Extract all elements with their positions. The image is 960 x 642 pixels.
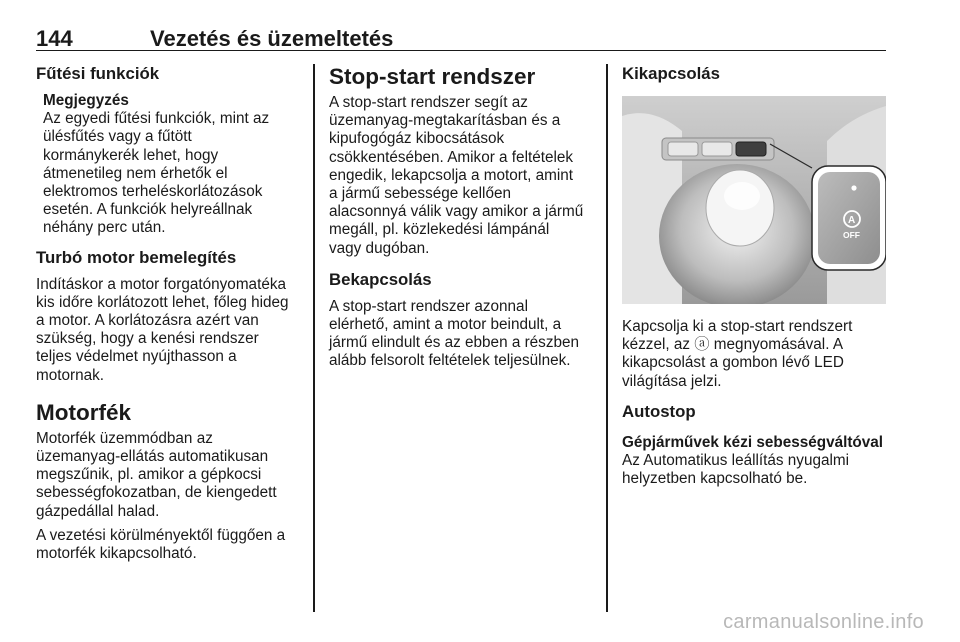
text-line: Kapcsolja ki a stop-start rendszert — [622, 318, 853, 335]
autostop-text — [622, 452, 886, 488]
text-line: Az Automatikus leállítás nyugalmi — [622, 452, 850, 470]
note-line: esetén. A funkciók helyreállnak — [43, 201, 253, 219]
note-label: Megjegyzés — [43, 92, 129, 109]
text-line: megáll, pl. közlekedési lámpánál — [329, 221, 550, 239]
turbo-warmup-heading: Turbó motor bemelegítés — [36, 247, 237, 267]
text-line: vagy dugóban. — [329, 239, 430, 257]
off-label: OFF — [843, 230, 860, 240]
activation-text — [329, 298, 591, 371]
watermark: carmanualsonline.info — [723, 611, 924, 633]
stop-start-heading: Stop-start rendszer — [329, 64, 536, 89]
text-line: üzemanyag-ellátás automatikusan — [36, 448, 269, 466]
text-line: alább felsorolt feltételek teljesülnek. — [329, 352, 571, 370]
console-switch — [702, 142, 732, 156]
column-3 — [622, 64, 886, 488]
led-indicator — [851, 185, 856, 190]
text-line: A stop-start rendszer segít az — [329, 94, 528, 111]
text-line: üzemanyag-megtakarításban és a — [329, 112, 561, 130]
text-line: sebességfokozatban, de kiengedett — [36, 484, 277, 502]
page-title: Vezetés és üzemeltetés — [150, 26, 394, 51]
text-line: szükség, hogy a kenési rendszer — [36, 330, 259, 348]
highlighted-switch — [736, 142, 766, 156]
column-divider-1 — [313, 64, 315, 612]
text-line: kikapcsolást a gombon lévő LED — [622, 354, 844, 372]
note-line: ülésfűtés vagy a fűtött — [43, 128, 192, 146]
console-switch — [668, 142, 698, 156]
text-line: a motor. A korlátozásra azért van — [36, 312, 259, 330]
text-line: kis időre korlátozott lehet, főleg hideg — [36, 293, 289, 311]
deactivation-heading: Kikapcsolás — [622, 64, 720, 83]
engine-brake-text-2 — [36, 527, 300, 563]
note-text — [43, 110, 300, 237]
text-line: Motorfék üzemmódban az — [36, 429, 213, 447]
text-line: elérhető, amint a motor beindult, a — [329, 316, 562, 334]
engine-brake-heading: Motorfék — [36, 399, 131, 425]
text-line: A vezetési körülményektől függően a — [36, 526, 286, 544]
text-line: A stop-start rendszer azonnal — [329, 297, 528, 315]
note-line: átmenetileg nem érhetők el — [43, 164, 228, 182]
stop-start-icon-letter: A — [848, 215, 856, 226]
column-2 — [329, 64, 591, 371]
knob-highlight — [724, 182, 760, 210]
note-line: elektromos terheléskorlátozások — [43, 183, 263, 201]
note-block — [36, 92, 300, 238]
text-line: motornak. — [36, 366, 105, 384]
text-line: alacsonnyá válik vagy amikor a jármű — [329, 203, 584, 221]
autostop-heading: Autostop — [622, 401, 696, 421]
heating-functions-heading: Fűtési funkciók — [36, 64, 160, 83]
text-line: a jármű sebessége kellően — [329, 185, 511, 203]
text-line: kézzel, az ⓐ megnyomásával. A — [622, 336, 844, 354]
text-line: kipufogógáz kibocsátások — [329, 130, 505, 148]
manual-gearbox-subheading: Gépjárművek kézi sebességváltóval — [622, 433, 884, 451]
note-line: néhány perc után. — [43, 219, 166, 237]
text-line: megszűnik, pl. amikor a gépkocsi — [36, 466, 262, 484]
text-line: világítása jelzi. — [622, 372, 722, 390]
page-header — [36, 22, 886, 51]
page-number: 144 — [36, 26, 73, 51]
text-line: engedik, lekapcsolja a motort, amint — [329, 166, 574, 184]
note-line: Az egyedi fűtési funkciók, mint az — [43, 110, 270, 128]
text-line: csökkentésében. Amikor a feltételek — [329, 148, 574, 166]
stop-start-intro — [329, 94, 591, 258]
activation-heading: Bekapcsolás — [329, 269, 432, 289]
engine-brake-text-1 — [36, 430, 300, 521]
text-line: helyzetben kapcsolható be. — [622, 470, 808, 488]
text-line: teljes védelmet nyújthasson a — [36, 348, 237, 366]
text-line: jármű elindult és az ebben a részben — [329, 334, 580, 352]
text-line: Indításkor a motor forgatónyomatéka — [36, 275, 286, 293]
console-button-photo — [622, 96, 886, 304]
column-1 — [36, 64, 300, 563]
column-divider-2 — [606, 64, 608, 612]
turbo-warmup-text — [36, 276, 300, 385]
text-line: motorfék kikapcsolható. — [36, 545, 197, 563]
text-line: gázpedállal halad. — [36, 502, 160, 520]
deactivation-text — [622, 318, 886, 391]
note-line: kormánykerék lehet, hogy — [43, 146, 219, 164]
